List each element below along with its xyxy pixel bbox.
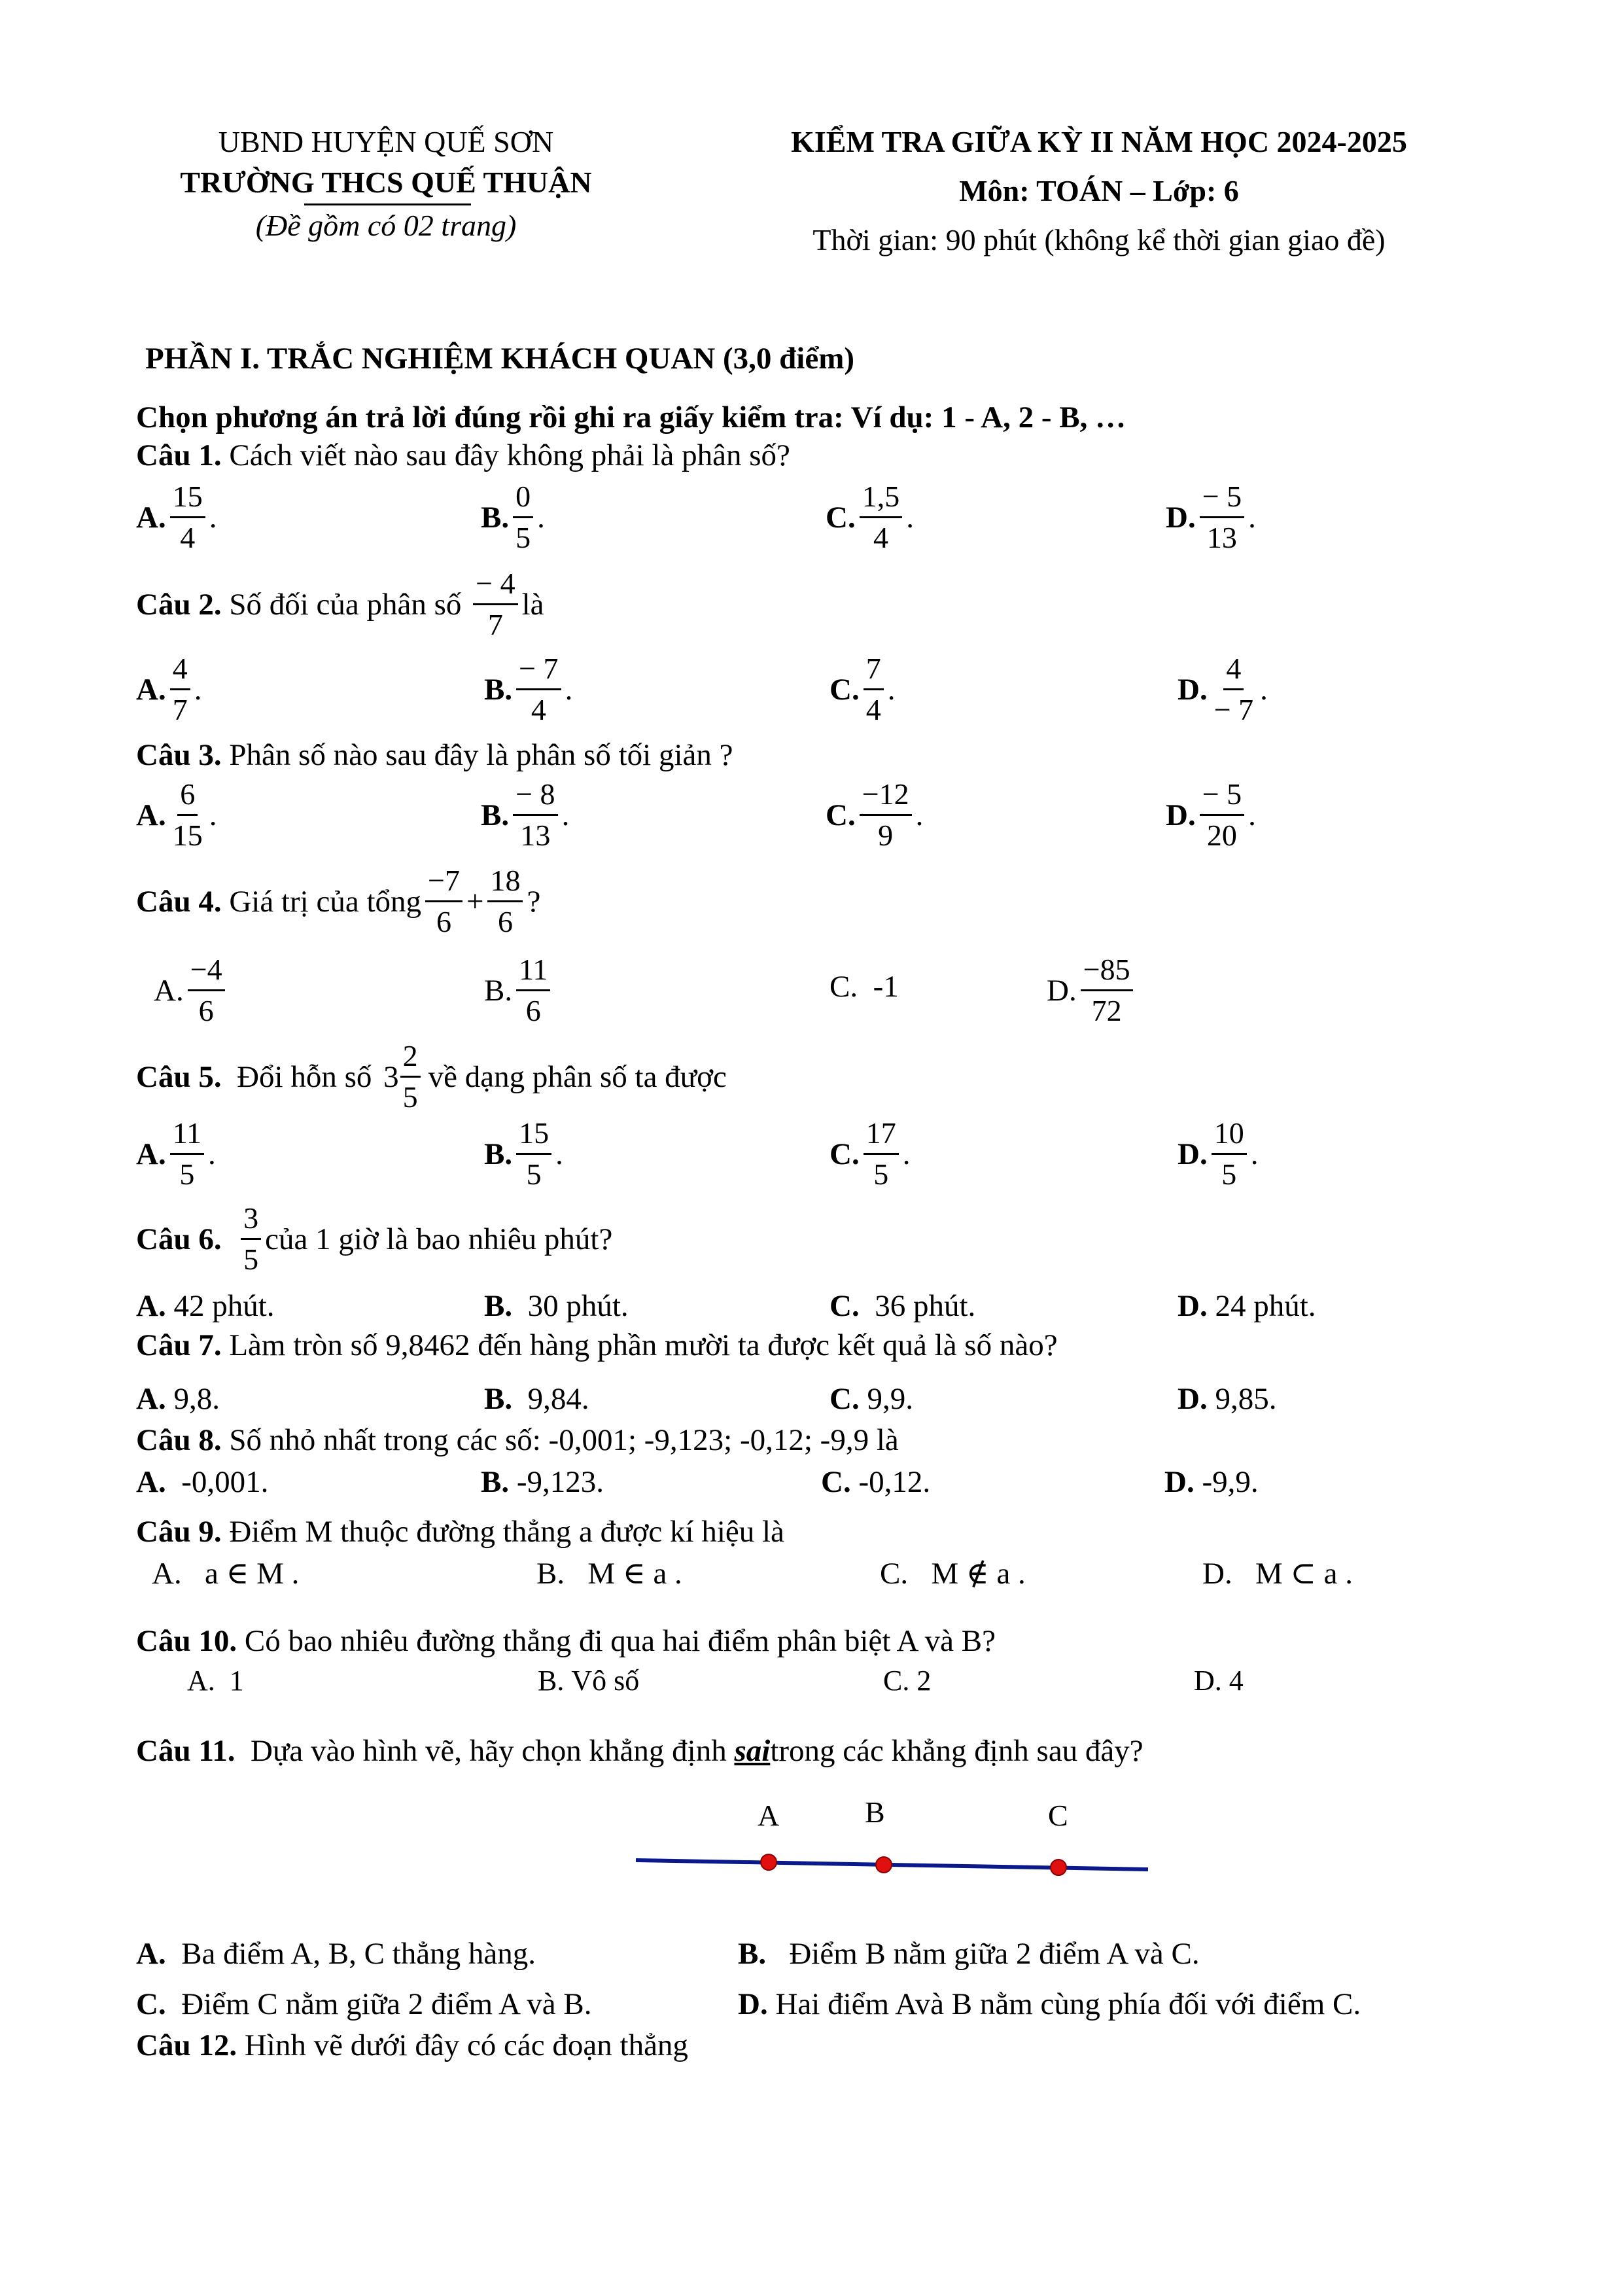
option-letter: D. (1178, 1382, 1208, 1416)
q11-option-a[interactable]: A. Ba điểm A, B, C thẳng hàng. (136, 1937, 536, 1971)
question-label: Câu 7. (136, 1328, 222, 1362)
question-text: Có bao nhiêu đường thẳng đi qua hai điểm phân biệt A và B? (244, 1624, 996, 1658)
option-letter: C. (829, 1289, 860, 1323)
q5-option-a[interactable]: A. $\frac{11}{5}$ . (136, 1116, 216, 1192)
question-text: trong các khẳng định sau đây? (770, 1734, 1143, 1768)
fraction: $\frac{0}{5}$ (513, 481, 533, 554)
q4-option-b[interactable] (484, 954, 554, 1027)
question-label: Câu 6. (136, 1222, 222, 1256)
option-letter: C. (829, 1137, 860, 1171)
option-letter: C. (883, 1665, 910, 1697)
question-label: Câu 11. (136, 1734, 236, 1768)
question-label: Câu 4. (136, 884, 222, 919)
point-label-c: C (1048, 1799, 1068, 1832)
fraction: $\frac{- 4}{7}$ (473, 568, 517, 641)
option-letter: A. (136, 1382, 166, 1416)
question-1 (136, 437, 790, 474)
option-letter: A. (136, 672, 166, 707)
question-text: Dựa vào hình vẽ, hãy chọn khẳng định (251, 1734, 727, 1768)
q8-option-c[interactable]: C. -0,12. (821, 1465, 931, 1499)
q4-option-c[interactable]: C. -1 (829, 970, 899, 1004)
q1-option-c[interactable]: C. $\frac{1,5}{4}$ . (826, 480, 914, 555)
question-text: Phân số nào sau đây là phân số tối giản ? (229, 738, 733, 772)
option-letter: B. (738, 1937, 767, 1971)
question-10 (136, 1623, 996, 1659)
point-b (876, 1857, 892, 1873)
fraction: $\frac{- 8}{13}$ (513, 779, 557, 852)
question-text: Hình vẽ dưới đây có các đoạn thẳng (244, 2028, 688, 2062)
q4-option-d[interactable] (1047, 954, 1137, 1027)
option-letter: B. (538, 1665, 565, 1697)
option-letter: B. (481, 500, 510, 535)
question-label: Câu 10. (136, 1624, 237, 1658)
q8-option-b[interactable]: B. -9,123. (481, 1465, 604, 1499)
q7-option-a[interactable]: A. 9,8. (136, 1382, 220, 1416)
option-letter: C. (829, 970, 858, 1004)
option-letter: B. (484, 1137, 513, 1171)
fraction: $\frac{15}{4}$ (170, 481, 205, 554)
question-9 (136, 1513, 784, 1550)
option-letter: B. (484, 1382, 513, 1416)
fraction: $\frac{- 5}{13}$ (1200, 481, 1244, 554)
option-letter: D. (1178, 1137, 1208, 1171)
exam-title: KIỂM TRA GIỮA KỲ II NĂM HỌC 2024-2025 (791, 125, 1407, 158)
option-letter: B. (481, 798, 510, 832)
section-instruction: Chọn phương án trả lời đúng rồi ghi ra giấy kiểm tra: Ví dụ: 1 - A, 2 - B, … (136, 400, 1126, 434)
q10-option-d[interactable]: D. 4 (1194, 1663, 1244, 1699)
option-letter: A. (136, 500, 166, 535)
point-label-a: A (758, 1799, 780, 1832)
q7-option-d[interactable]: D. 9,85. (1178, 1382, 1277, 1416)
question-label: Câu 5. (136, 1059, 222, 1094)
fraction: $\frac{- 5}{20}$ (1200, 779, 1244, 852)
q6-option-d[interactable]: D. 24 phút. (1178, 1289, 1316, 1323)
option-letter: A. (136, 798, 166, 832)
question-text: Giá trị của tổng (229, 884, 422, 919)
option-letter: D. (738, 1987, 768, 2021)
q3-option-a[interactable]: A. $\frac{6}{15}$ . (136, 777, 217, 853)
q4-option-a[interactable] (154, 954, 229, 1027)
question-label: Câu 12. (136, 2028, 237, 2062)
q9-option-b[interactable]: B. M ∈ a . (536, 1557, 682, 1591)
q6-option-b[interactable]: B. 30 phút. (484, 1289, 629, 1323)
question-7 (136, 1327, 1058, 1364)
option-letter: D. (1194, 1665, 1222, 1697)
fraction: $\frac{4}{7}$ (170, 653, 190, 726)
option-letter: A. (152, 1557, 182, 1591)
q11-option-c[interactable]: C. Điểm C nằm giữa 2 điểm A và B. (136, 1987, 592, 2021)
question-2: Câu 2. Số đối của phân số $\frac{- 4}{7}$ là (136, 567, 544, 642)
q5-option-c[interactable]: C. $\frac{17}{5}$ . (829, 1116, 911, 1192)
option-letter: B. (481, 1465, 510, 1499)
question-text: Số đối của phân số (229, 587, 462, 622)
section-title: PHẦN I. TRẮC NGHIỆM KHÁCH QUAN (3,0 điểm) (145, 342, 855, 376)
option-letter: A. (136, 1465, 166, 1499)
school-name: TRƯỜNG THCS QUẾ THUẬN (180, 166, 592, 199)
q9-option-a[interactable]: A. a ∈ M . (152, 1557, 300, 1591)
emphasis-word: sai (734, 1734, 771, 1768)
option-letter: B. (484, 1289, 513, 1323)
q8-option-d[interactable]: D. -9,9. (1164, 1465, 1259, 1499)
school-underline (304, 203, 471, 205)
option-letter: D. (1164, 1465, 1195, 1499)
question-5: Câu 5. Đổi hỗn số 3 $\frac{2}{5}$ về dạng phân số ta được (136, 1039, 727, 1114)
q7-option-b[interactable]: B. 9,84. (484, 1382, 589, 1416)
fraction: $\frac{18}{6}$ (487, 865, 523, 938)
option-letter: D. (1202, 1557, 1232, 1591)
option-letter: B. (484, 672, 513, 707)
option-letter: D. (1166, 798, 1196, 832)
pages-note: (Đề gồm có 02 trang) (255, 209, 517, 242)
q11-option-b[interactable]: B. Điểm B nằm giữa 2 điểm A và C. (738, 1937, 1200, 1971)
fraction: $\frac{4}{- 7}$ (1213, 652, 1254, 727)
option-letter: B. (484, 973, 513, 1008)
question-11 (136, 1733, 1143, 1769)
fraction: $\frac{3}{5}$ (241, 1203, 261, 1276)
option-letter: C. (136, 1987, 166, 2021)
q11-option-d[interactable]: D. Hai điểm Avà B nằm cùng phía đối với điểm C. (738, 1987, 1361, 2021)
question-label: Câu 1. (136, 438, 222, 472)
q9-option-c[interactable]: C. M ∉ a . (880, 1557, 1026, 1591)
q6-option-a[interactable]: A. 42 phút. (136, 1289, 275, 1323)
option-letter: D. (1166, 500, 1196, 535)
fraction: $\frac{7}{4}$ (864, 653, 884, 726)
question-text: Đổi hỗn số (237, 1059, 372, 1094)
question-label: Câu 2. (136, 587, 222, 622)
district-name: UBND HUYỆN QUẾ SƠN (218, 125, 554, 158)
question-3 (136, 737, 733, 773)
fraction: $\frac{6}{15}$ (172, 777, 203, 853)
question-12 (136, 2027, 688, 2064)
fraction: $\frac{11}{6}$ (516, 954, 550, 1027)
question-text: của 1 giờ là bao nhiêu phút? (265, 1222, 613, 1256)
fraction: $\frac{1,5}{4}$ (860, 481, 903, 554)
q2-option-b[interactable]: B. $\frac{- 7}{4}$ . (484, 652, 573, 727)
question-label: Câu 9. (136, 1515, 222, 1549)
question-label: Câu 3. (136, 738, 222, 772)
q1-option-b[interactable]: B. $\frac{0}{5}$ . (481, 480, 545, 555)
q10-option-b[interactable]: B. Vô số (538, 1663, 639, 1699)
option-letter: D. (1047, 973, 1077, 1008)
q2-option-d[interactable]: D. $\frac{4}{- 7}$ . (1178, 652, 1268, 727)
option-letter: C. (826, 500, 856, 535)
question-6 (136, 1203, 612, 1276)
q9-option-d[interactable]: D. M ⊂ a . (1202, 1557, 1353, 1591)
question-text: Số nhỏ nhất trong các số: -0,001; -9,123; -0,12; -9,9 là (229, 1423, 899, 1457)
option-letter: B. (536, 1557, 565, 1591)
q5-option-d[interactable]: D. $\frac{10}{5}$ . (1178, 1116, 1259, 1192)
point-label-b: B (865, 1795, 885, 1829)
option-letter: A. (187, 1665, 215, 1697)
option-letter: D. (1178, 1289, 1208, 1323)
option-letter: C. (880, 1557, 909, 1591)
fraction: $\frac{-7}{6}$ (425, 865, 462, 938)
question-text: Cách viết nào sau đây không phải là phân số? (229, 438, 790, 472)
fraction: $\frac{11}{5}$ (170, 1118, 204, 1191)
question-4: Câu 4. Giá trị của tổng $\frac{-7}{6}$ + $\frac{18}{6}$ ? (136, 864, 541, 939)
q3-option-d[interactable]: D. $\frac{- 5}{20}$ . (1166, 777, 1256, 853)
option-letter: A. (136, 1937, 166, 1971)
exam-subject: Môn: TOÁN – Lớp: 6 (959, 174, 1239, 207)
q2-option-a[interactable]: A. $\frac{4}{7}$ . (136, 652, 202, 727)
option-letter: A. (136, 1137, 166, 1171)
q1-option-d[interactable]: D. $\frac{- 5}{13}$ . (1166, 480, 1256, 555)
q3-option-b[interactable]: B. $\frac{- 8}{13}$ . (481, 777, 570, 853)
mixed-number: 3 $\frac{2}{5}$ (383, 1040, 425, 1114)
q11-figure (628, 1786, 1151, 1898)
option-letter: C. (826, 798, 856, 832)
q2-option-c[interactable]: C. $\frac{7}{4}$ . (829, 652, 896, 727)
question-text: Điểm M thuộc đường thẳng a được kí hiệu là (229, 1515, 784, 1549)
q8-option-a[interactable]: A. -0,001. (136, 1465, 269, 1499)
fraction: $\frac{-4}{6}$ (188, 954, 225, 1027)
fraction: $\frac{- 7}{4}$ (516, 653, 561, 726)
fraction: $\frac{15}{5}$ (516, 1118, 551, 1191)
q3-option-c[interactable]: C. $\frac{-12}{9}$ . (826, 777, 924, 853)
option-letter: D. (1178, 672, 1208, 707)
point-c (1051, 1860, 1066, 1875)
question-text: Làm tròn số 9,8462 đến hàng phần mười ta được kết quả là số nào? (229, 1328, 1058, 1362)
option-letter: A. (136, 1289, 166, 1323)
option-letter: C. (829, 1382, 860, 1416)
option-letter: C. (829, 672, 860, 707)
option-letter: A. (154, 973, 184, 1008)
question-label: Câu 8. (136, 1423, 222, 1457)
exam-duration: Thời gian: 90 phút (không kể thời gian giao đề) (812, 223, 1386, 256)
q10-option-a[interactable]: A. 1 (187, 1663, 244, 1699)
q10-option-c[interactable]: C. 2 (883, 1663, 931, 1699)
q7-option-c[interactable]: C. 9,9. (829, 1382, 913, 1416)
fraction: $\frac{17}{5}$ (864, 1118, 899, 1191)
q5-option-b[interactable]: B. $\frac{15}{5}$ . (484, 1116, 563, 1192)
point-a (761, 1854, 777, 1870)
option-letter: C. (821, 1465, 851, 1499)
question-8 (136, 1422, 899, 1458)
q6-option-c[interactable]: C. 36 phút. (829, 1289, 976, 1323)
fraction: $\frac{10}{5}$ (1212, 1118, 1247, 1191)
fraction: $\frac{-85}{72}$ (1081, 954, 1133, 1027)
fraction: $\frac{-12}{9}$ (860, 779, 912, 852)
q1-option-a[interactable]: A. $\frac{15}{4}$ . (136, 480, 217, 555)
